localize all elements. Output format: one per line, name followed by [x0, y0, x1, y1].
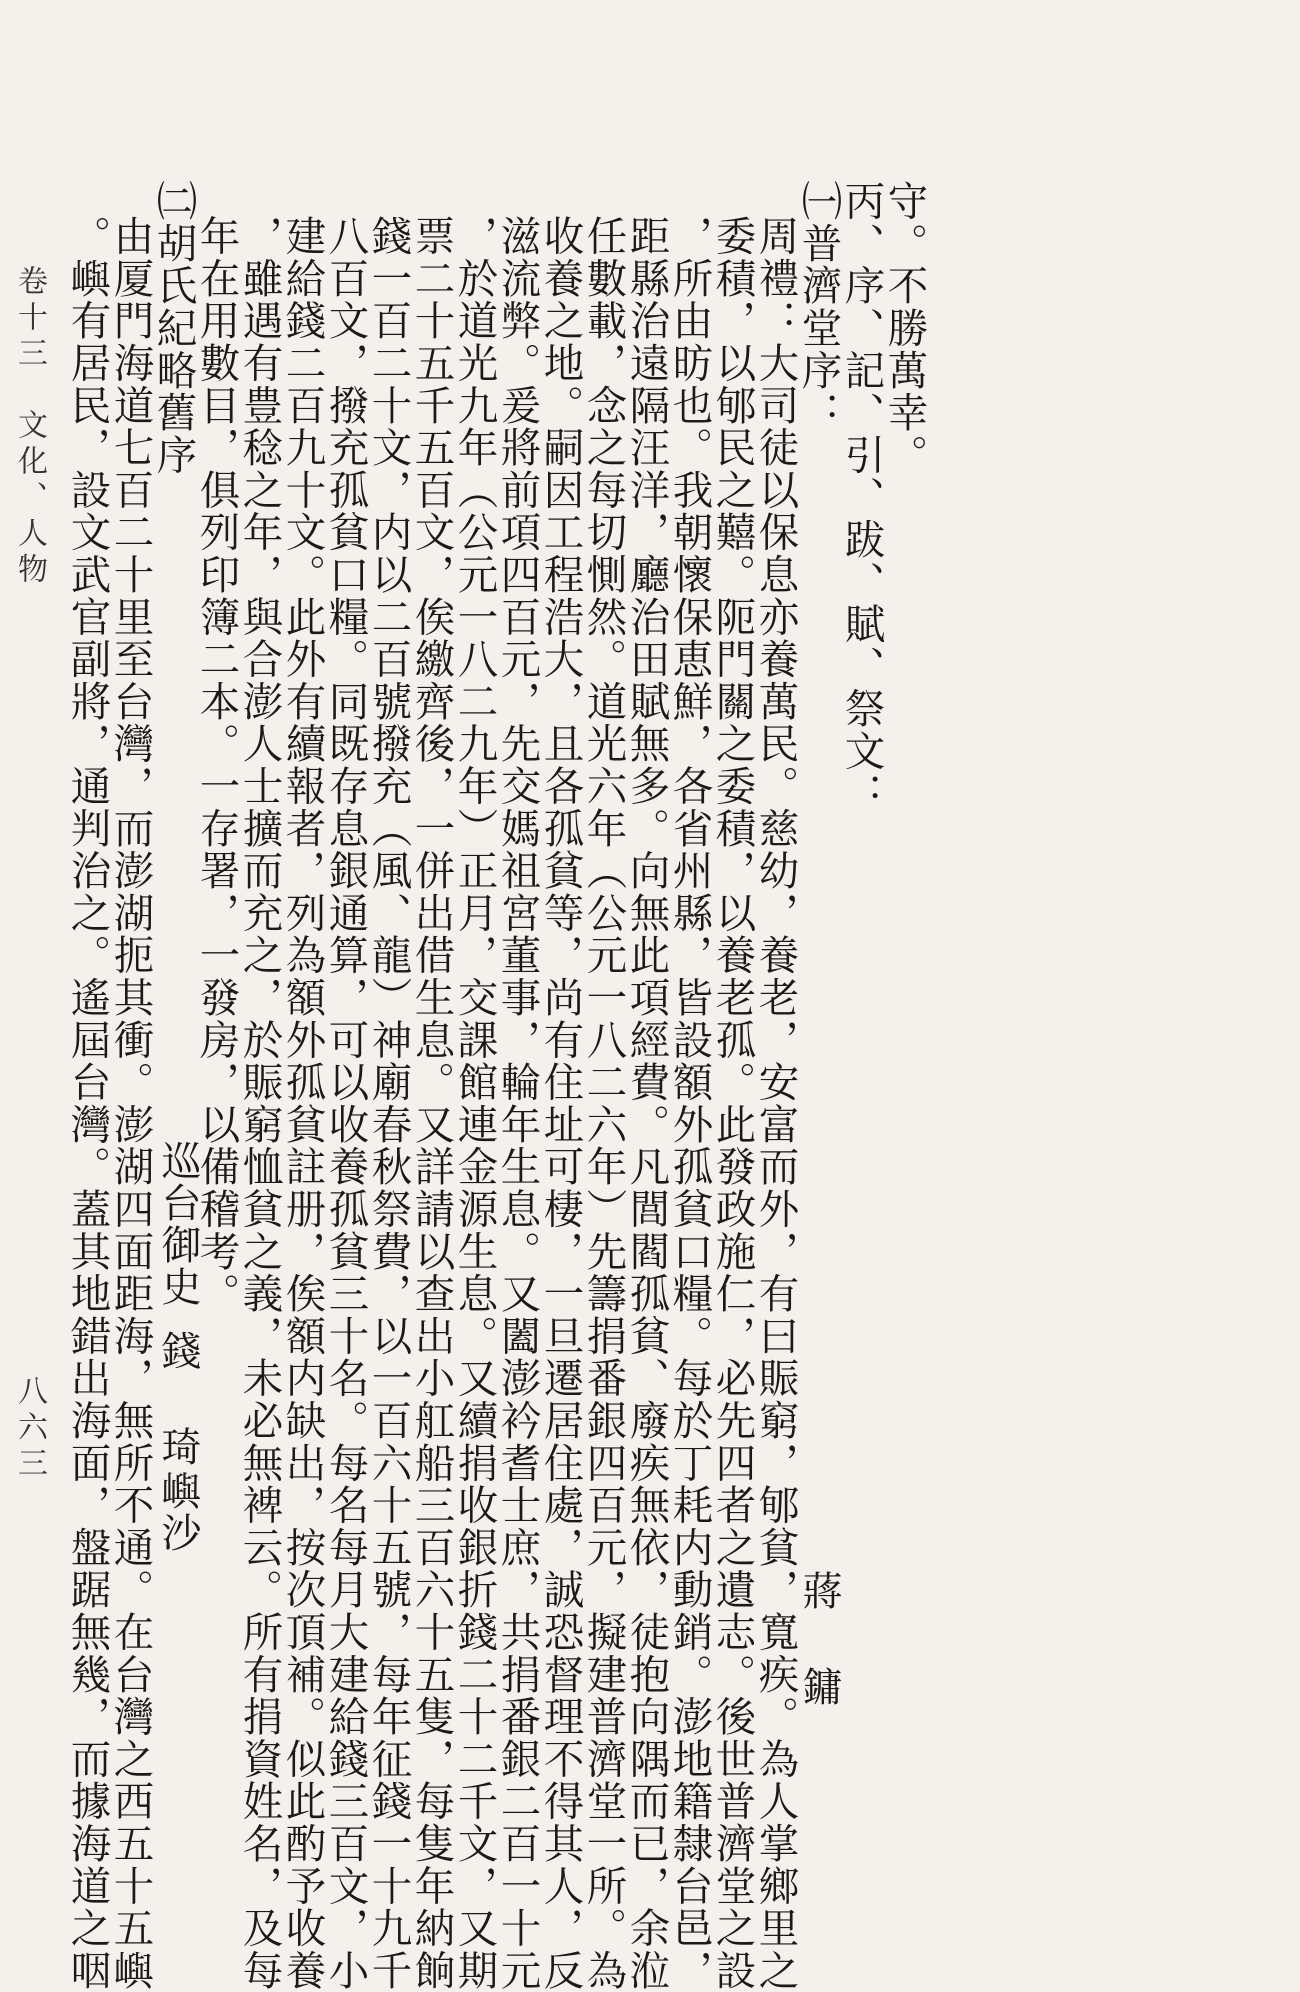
text-column: 守。不勝萬幸。 [880, 180, 929, 477]
text-column: 距縣治遠隔汪洋，廳治田賦無多。向無此項經費。凡閭閻孤貧、廢疾無依，徒抱向隅而已，余涖 [622, 215, 671, 1992]
author-origin: 嶼沙 [155, 1470, 201, 1554]
text-column: 收養之地。嗣因工程浩大，且各孤貧等，尚有住址可棲，一旦遷居住處，誠恐督理不得其人，反 [536, 215, 585, 1992]
text-column: 年在用數目，俱列印簿二本。一存署，一發房，以備稽考。 [192, 215, 241, 1315]
text-column: ，所由昉也。我朝懷保恵鮮，各省州縣，皆設額外孤貧口糧。每於丁耗内動銷。澎地籍隸台邑， [665, 215, 714, 1992]
author-title: 巡台御史 [155, 1140, 201, 1308]
author-name: 蔣 鏞 [796, 1570, 842, 1714]
text-column: ，於道光九年（公元一八二九年）正月，交課館連金源生息。又續捐收銀折錢二十二千文，又期 [450, 215, 499, 1992]
text-column: 。嶼有居民，設文武官副將，通判治之。遙屆台灣。蓋其地錯出海面，盤踞無幾，而據海道之咽 [63, 215, 112, 1992]
article-title: ㈡胡氏紀略舊序 [149, 180, 198, 477]
page-number: 八六三 [12, 1375, 47, 1483]
text-column: ，雖遇有豊稔之年，與合澎人士擴而充之，於賑窮恤貧之義，未必無裨云。所有捐資姓名，及每 [235, 215, 284, 1992]
page-footer-chapter: 卷十三 文化、人物 [12, 265, 47, 589]
text-column: 委積，以郇民之囏。阨門關之委積，以養老孤。此發政施仁，必先四者之遺志。後世普濟堂之設 [708, 215, 757, 1992]
text-column: 建給錢二百九十文。此外有續報者，列為額外孤貧註册，俟額内缺出，按次頂補。似此酌予收養 [278, 215, 327, 1992]
text-column: 由厦門海道七百二十里至台灣，而澎湖扼其衝。澎湖四面距海，無所不通。在台灣之西五十五嶼 [106, 215, 155, 1992]
text-column: 錢一百二十文，内以二百號撥充（風、龍）神廟春秋祭費，以一百六十五號，每年征錢一十九千 [364, 215, 413, 1992]
text-column: 票二十五千五百文，俟繳齊後，一併出借生息。又詳請以查出小舡船三百六十五隻，每隻年納餉 [407, 215, 456, 1992]
text-column: 滋流弊。爰將前項四百元，先交媽祖宮董事，輪年生息。又闔澎衿耆士庶，共捐番銀二百一十元 [493, 215, 542, 1992]
text-column: 周禮：大司徒以保息亦養萬民。慈幼，養老，安富而外，有曰賑窮，郇貧，寬疾。為人掌鄉里之 [751, 215, 800, 1992]
author-name: 錢 琦 [155, 1330, 201, 1474]
text-column: 任數載，念之每切惻然。道光六年（公元一八二六年）先籌捐番銀四百元，擬建普濟堂一所。為 [579, 215, 628, 1992]
article-title: ㈠普濟堂序： [794, 180, 843, 434]
section-heading: 丙、序、記、引、跋、賦、祭文： [837, 180, 886, 815]
text-column: 八百文，撥充孤貧口糧。同既存息銀通算，可以收養孤貧三十名。每名每月大建給錢三百文，小 [321, 215, 370, 1992]
